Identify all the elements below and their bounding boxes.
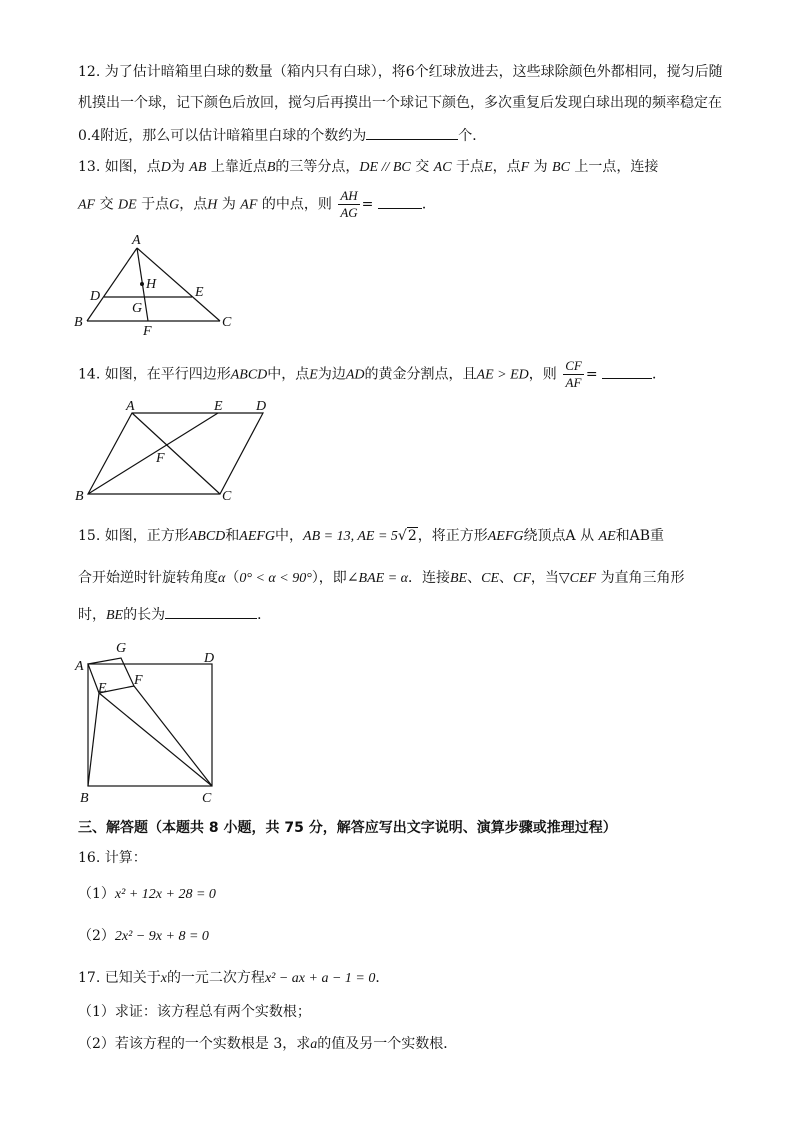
q13-t: E — [484, 160, 493, 175]
q15-t: ▽CEF — [558, 571, 597, 586]
q17-t: 的一元二次方程 — [166, 970, 265, 986]
q15-t: 的长为 — [123, 607, 166, 623]
fig14-label-d: D — [256, 399, 267, 414]
q15-t: （ — [225, 570, 240, 586]
q14-fraction — [563, 358, 584, 391]
fig13-label-c: C — [222, 315, 232, 330]
q15-t: CE — [481, 571, 499, 586]
fig13-side-ab — [87, 248, 137, 321]
q13-answer-blank[interactable] — [378, 194, 422, 209]
fig15-square-aefg — [88, 658, 134, 693]
fig13-label-e: E — [195, 285, 204, 300]
fig13-label-h: H — [146, 277, 157, 292]
q13-t: DE — [118, 197, 137, 213]
q16-p2-equation: 2x² − 9x + 8 = 0 — [114, 929, 209, 944]
q16-p1-label: （1） — [78, 886, 115, 902]
q15-t: AE — [598, 529, 616, 544]
q14-t: ABCD — [230, 367, 268, 383]
q15-t: AEFG — [487, 529, 524, 544]
q12-text-1: 12. 为了估计暗箱里白球的数量（箱内只有白球），将6个红球放进去，这些球除颜色外都相同，搅匀后随 — [78, 64, 723, 80]
q17-t: a — [310, 1037, 318, 1052]
q15-t: ABCD — [188, 529, 226, 544]
q14-line — [78, 358, 666, 391]
q15-t: ∠BAE = α — [346, 571, 408, 586]
q17-t: ． — [375, 970, 390, 986]
q12-text-2: 机摸出一个球，记下颜色后放回，搅匀后再摸出一个球记下颜色，多次重复后发现白球出现的频率稳定在 — [78, 95, 722, 111]
fig13-point-h — [140, 282, 144, 286]
q15-t: 、 — [467, 570, 482, 586]
q16-title-text: 16. 计算： — [78, 850, 147, 866]
fig15-label-c: C — [202, 791, 212, 806]
q13-frac-den: AG — [340, 205, 358, 220]
q17-t: 17. 已知关于 — [78, 970, 161, 986]
q14-t: = — [585, 366, 598, 383]
fig13-label-b: B — [74, 315, 83, 330]
q13-t: 交 — [415, 159, 430, 175]
q15-t: 15. 如图，正方形 — [78, 528, 189, 544]
fig13-label-f: F — [143, 324, 152, 339]
q15-t: ），即 — [311, 570, 347, 586]
q17-t: 的值及另一个实数根． — [317, 1036, 458, 1052]
q17-equation: x² − ax + a − 1 = 0 — [264, 971, 376, 986]
q15-t: BE — [106, 608, 124, 623]
q13-frac-num: AH — [340, 188, 358, 203]
q15-t: AEFG — [239, 529, 276, 544]
fig14-label-b: B — [75, 489, 84, 504]
q16-title — [78, 848, 147, 868]
q15-t: 时， — [78, 607, 106, 623]
q15-sqrt: 2 — [407, 528, 417, 544]
q15-t: 绕顶点A 从 — [523, 528, 595, 544]
q16-p1-equation: x² + 12x + 28 = 0 — [114, 887, 216, 902]
fig13-label-g: G — [132, 301, 143, 316]
q13-t: 于点 — [141, 196, 170, 213]
q12-line-2 — [78, 93, 722, 113]
q15-answer-blank[interactable] — [165, 604, 257, 619]
fig15-label-a: A — [75, 659, 84, 674]
q16-part-2 — [78, 926, 209, 947]
q13-t: D — [160, 160, 171, 175]
q15-t: CF — [513, 571, 531, 586]
q13-t: 为 — [533, 159, 548, 175]
q12-line-1 — [78, 62, 723, 82]
q14-t: E — [309, 367, 318, 383]
q13-t: B — [266, 160, 276, 175]
fig15-segment-be — [88, 693, 99, 786]
q13-t: 的三等分点， — [275, 159, 360, 175]
q13-t: 上靠近点 — [210, 159, 267, 175]
q14-t: 的黄金分割点，且 — [364, 366, 477, 383]
q14-frac-num: CF — [565, 358, 582, 373]
q17-stem — [78, 968, 389, 989]
q14-answer-blank[interactable] — [602, 364, 652, 379]
fig15-segment-cf — [134, 686, 212, 786]
q15-line-1: 15. 如图，正方形ABCD和AEFG中，AB = 13, AE = 5√2，将正方形AEFG绕顶点A 从 AE和AB重 — [78, 528, 665, 544]
q13-t: BC — [552, 160, 570, 175]
q15-t: ． — [257, 607, 272, 623]
q13-t: G — [169, 197, 180, 213]
q12-text-3b: 个． — [458, 128, 487, 144]
q13-t: F — [520, 160, 530, 175]
fig13-label-a: A — [132, 233, 141, 248]
fig15-label-e: E — [98, 681, 107, 696]
q15-figure — [70, 636, 230, 808]
fig14-segment-be — [88, 413, 218, 494]
section-3-title: 三、解答题（本题共 8 小题，共 75 分，解答应写出文字说明、演算步骤或推理过程） — [78, 820, 617, 836]
q16-part-1 — [78, 884, 216, 905]
q13-t: AB — [189, 160, 207, 175]
fig15-label-f: F — [134, 673, 143, 688]
fig14-label-f: F — [156, 451, 165, 466]
q15-t: 和 — [225, 528, 240, 544]
q14-t: 为边 — [317, 366, 346, 383]
q15-t: 、 — [499, 570, 513, 586]
q14-figure — [70, 396, 280, 506]
q13-t: H — [207, 197, 218, 213]
q14-t: AE > ED — [476, 367, 529, 383]
fig14-diagonal-ac — [132, 413, 220, 494]
section-3-heading — [78, 818, 617, 838]
q15-t: 合开始逆时针旋转角度 — [78, 570, 218, 586]
q17-part-2 — [78, 1034, 457, 1055]
q12-answer-blank[interactable] — [366, 125, 458, 140]
fig14-label-a: A — [126, 399, 135, 414]
q14-t: 14. 如图，在平行四边形 — [78, 366, 231, 383]
q15-t: ，将正方形 — [417, 528, 488, 544]
q17-t: x — [160, 971, 167, 986]
q17-part-1 — [78, 1002, 311, 1022]
q14-t: ，则 — [528, 366, 557, 383]
fig15-label-d: D — [204, 651, 215, 666]
q15-t: BE — [450, 571, 468, 586]
q13-t: 交 — [99, 196, 114, 213]
q13-t: ，点 — [492, 159, 521, 175]
q13-t: 为 — [221, 196, 236, 213]
q12-text-3a: 0.4附近，那么可以估计暗箱里白球的个数约为 — [78, 128, 367, 144]
q15-line-2 — [78, 568, 685, 589]
q17-t: （2）若该方程的一个实数根是 3，求 — [78, 1036, 311, 1052]
fig15-segment-ce — [99, 693, 212, 786]
q15-t: 为直角三角形 — [600, 570, 685, 586]
fig15-square-abcd — [88, 664, 212, 786]
q13-figure — [70, 228, 250, 340]
q17-p1-text: （1）求证：该方程总有两个实数根； — [78, 1004, 311, 1020]
q13-t: ，点 — [179, 196, 208, 213]
q14-t: ． — [652, 366, 666, 383]
q15-t: 中， — [275, 528, 304, 544]
fig14-label-e: E — [214, 399, 223, 414]
fig15-label-b: B — [80, 791, 89, 806]
q13-line-2 — [78, 188, 436, 221]
q13-t: 于点 — [456, 159, 485, 175]
q13-t: AF — [78, 197, 96, 213]
q13-t: 上一点，连接 — [574, 159, 659, 175]
q15-t: 0° < α < 90° — [239, 571, 312, 586]
q13-t: 的中点，则 — [261, 196, 332, 213]
q15-t: 和AB重 — [615, 528, 665, 544]
q15-t: α — [218, 571, 226, 586]
q13-t: ． — [421, 196, 436, 213]
q13-t: DE // BC — [359, 160, 411, 175]
q13-line-1 — [78, 157, 658, 178]
fig15-label-g: G — [116, 641, 127, 656]
fig14-label-c: C — [222, 489, 232, 504]
q14-frac-den: AF — [565, 375, 582, 390]
q12-line-3 — [78, 125, 486, 146]
q13-t: = — [361, 196, 374, 213]
q15-t: ．连接 — [408, 570, 450, 586]
q13-t: 13. 如图，点 — [78, 159, 161, 175]
q15-t: AB = 13, AE = 5 — [303, 529, 398, 544]
q13-fraction — [338, 188, 359, 221]
q16-p2-label: （2） — [78, 928, 115, 944]
q15-line-3 — [78, 604, 271, 626]
q14-t: AD — [345, 367, 365, 383]
q15-t: ，当 — [530, 570, 559, 586]
fig13-label-d: D — [90, 289, 101, 304]
q13-t: 为 — [170, 159, 185, 175]
q13-t: AF — [240, 197, 258, 213]
q13-t: AC — [433, 160, 452, 175]
q14-t: 中，点 — [267, 366, 310, 383]
